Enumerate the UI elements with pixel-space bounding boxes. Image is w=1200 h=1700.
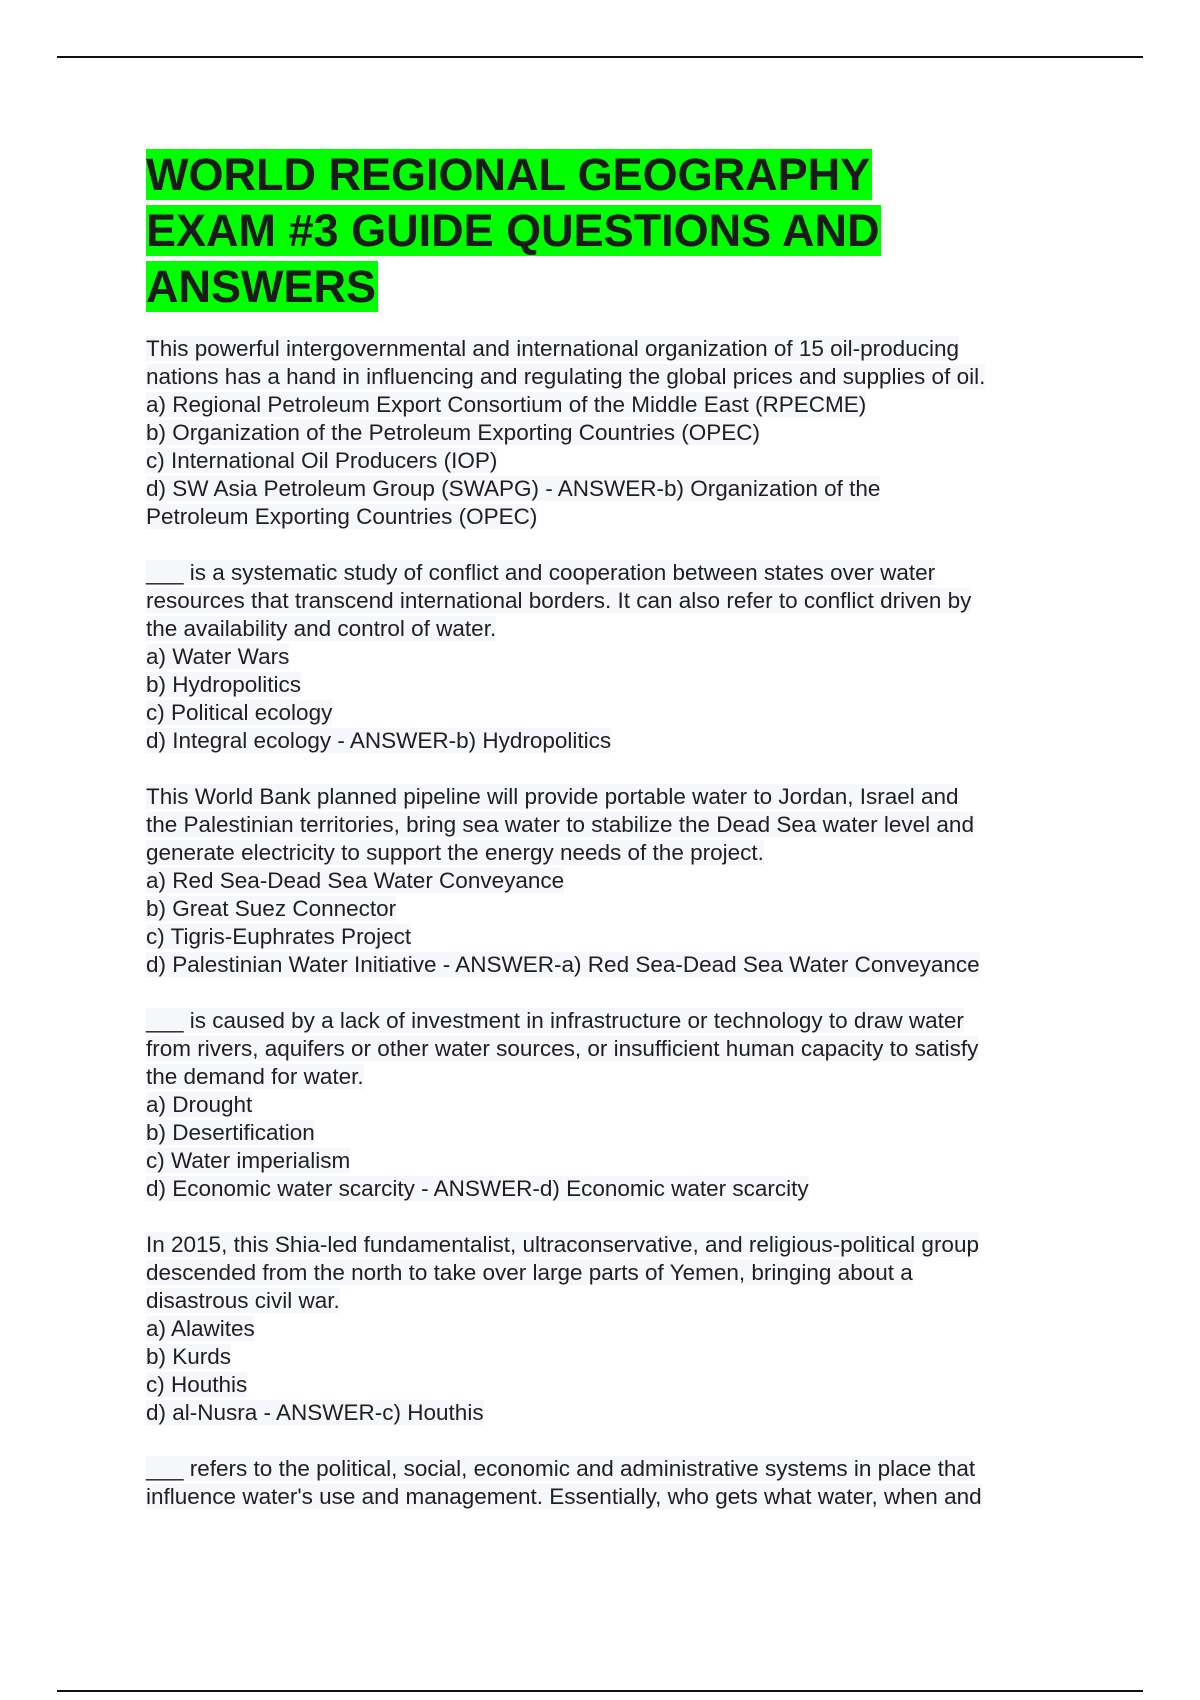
question-line-text: b) Great Suez Connector (146, 896, 397, 921)
question-line-text: nations has a hand in influencing and regulating the global prices and supplies of oil. (146, 364, 986, 389)
title-line: ANSWERS (146, 261, 377, 312)
top-rule (57, 56, 1143, 58)
question-line (146, 1119, 1066, 1147)
question-line-text: b) Hydropolitics (146, 672, 302, 697)
question-line-text: resources that transcend international borders. It can also refer to conflict driven by (146, 588, 972, 613)
question-line (146, 839, 1066, 867)
question-line-text: a) Regional Petroleum Export Consortium of the Middle East (RPECME) (146, 392, 867, 417)
question-line (146, 1147, 1066, 1175)
question-line-text: d) al-Nusra - ANSWER-c) Houthis (146, 1400, 484, 1425)
question-line (146, 1091, 1066, 1119)
question-line-text: generate electricity to support the energy needs of the project. (146, 840, 764, 865)
document-body (146, 147, 1066, 1539)
question-line-text: c) Water imperialism (146, 1148, 351, 1173)
question-line (146, 867, 1066, 895)
question-line-text: b) Organization of the Petroleum Exporting Countries (OPEC) (146, 420, 761, 445)
document-title (146, 147, 1066, 315)
question-line (146, 1259, 1066, 1287)
question-line (146, 951, 1066, 979)
question-line-text: This powerful intergovernmental and international organization of 15 oil-producing (146, 336, 959, 361)
question-line-text: In 2015, this Shia-led fundamentalist, ultraconservative, and religious-political group (146, 1232, 979, 1257)
question-line (146, 1175, 1066, 1203)
question-line (146, 559, 1066, 587)
question-line-text: the Palestinian territories, bring sea water to stabilize the Dead Sea water level and (146, 812, 974, 837)
question-line (146, 1007, 1066, 1035)
question-line (146, 811, 1066, 839)
question-line-text: a) Red Sea-Dead Sea Water Conveyance (146, 868, 565, 893)
question-line (146, 783, 1066, 811)
question-line-text: c) Political ecology (146, 700, 333, 725)
question-line-text: ___ is a systematic study of conflict and cooperation between states over water (146, 560, 936, 585)
question-line-text: c) International Oil Producers (IOP) (146, 448, 498, 473)
question-line (146, 335, 1066, 363)
question-block (146, 1007, 1066, 1203)
question-line-text: from rivers, aquifers or other water sources, or insufficient human capacity to satisfy (146, 1036, 979, 1061)
question-line-text: descended from the north to take over large parts of Yemen, bringing about a (146, 1260, 913, 1285)
question-line (146, 1035, 1066, 1063)
question-line-text: a) Water Wars (146, 644, 290, 669)
question-line-text: ___ is caused by a lack of investment in infrastructure or technology to draw water (146, 1008, 964, 1033)
question-line (146, 671, 1066, 699)
question-line-text: ___ refers to the political, social, economic and administrative systems in place that (146, 1456, 976, 1481)
question-line (146, 1483, 1066, 1511)
question-line-text: the demand for water. (146, 1064, 364, 1089)
question-line-text: c) Houthis (146, 1372, 248, 1397)
question-line-text: d) Palestinian Water Initiative - ANSWER-a) Red Sea-Dead Sea Water Conveyance (146, 952, 980, 977)
question-line (146, 1287, 1066, 1315)
question-block (146, 1231, 1066, 1427)
question-line-text: a) Alawites (146, 1316, 255, 1341)
title-line: EXAM #3 GUIDE QUESTIONS AND (146, 205, 880, 256)
question-block (146, 335, 1066, 531)
question-line (146, 895, 1066, 923)
question-line-text: disastrous civil war. (146, 1288, 340, 1313)
question-line (146, 503, 1066, 531)
question-line (146, 923, 1066, 951)
question-line (146, 615, 1066, 643)
question-line (146, 419, 1066, 447)
question-line (146, 1315, 1066, 1343)
question-line-text: Petroleum Exporting Countries (OPEC) (146, 504, 538, 529)
question-block (146, 1455, 1066, 1511)
question-line-text: c) Tigris-Euphrates Project (146, 924, 412, 949)
question-line (146, 475, 1066, 503)
question-line-text: This World Bank planned pipeline will provide portable water to Jordan, Israel and (146, 784, 959, 809)
question-line (146, 1343, 1066, 1371)
question-line (146, 643, 1066, 671)
question-line (146, 1399, 1066, 1427)
question-line-text: d) SW Asia Petroleum Group (SWAPG) - ANSWER-b) Organization of the (146, 476, 881, 501)
question-line-text: b) Desertification (146, 1120, 315, 1145)
question-line (146, 587, 1066, 615)
question-line (146, 699, 1066, 727)
question-list (146, 335, 1066, 1511)
question-line (146, 391, 1066, 419)
question-line (146, 727, 1066, 755)
question-line-text: d) Integral ecology - ANSWER-b) Hydropolitics (146, 728, 612, 753)
question-line-text: d) Economic water scarcity - ANSWER-d) Economic water scarcity (146, 1176, 809, 1201)
question-line (146, 1371, 1066, 1399)
bottom-rule (57, 1690, 1143, 1692)
question-line-text: b) Kurds (146, 1344, 232, 1369)
question-block (146, 559, 1066, 755)
question-line (146, 1063, 1066, 1091)
title-line: WORLD REGIONAL GEOGRAPHY (146, 149, 871, 200)
question-block (146, 783, 1066, 979)
question-line-text: a) Drought (146, 1092, 253, 1117)
question-line (146, 447, 1066, 475)
question-line (146, 363, 1066, 391)
question-line (146, 1455, 1066, 1483)
question-line-text: influence water's use and management. Essentially, who gets what water, when and (146, 1484, 982, 1509)
question-line-text: the availability and control of water. (146, 616, 497, 641)
question-line (146, 1231, 1066, 1259)
